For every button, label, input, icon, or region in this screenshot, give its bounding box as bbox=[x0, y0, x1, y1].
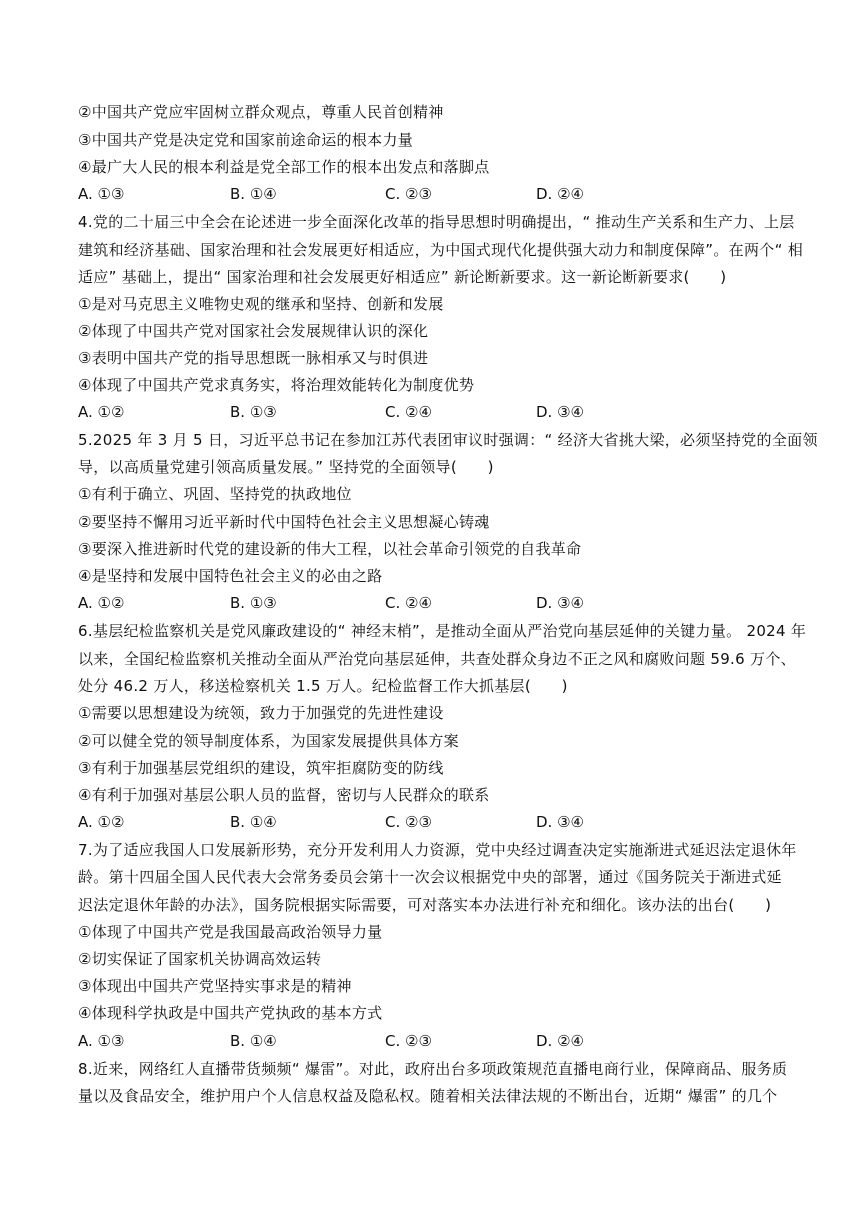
q6-options bbox=[78, 812, 798, 832]
q5-option-d: D. ③④ bbox=[536, 594, 584, 612]
q7-stem-line-3: 迟法定退休年龄的办法》，国务院根据实际需要，可对落实本办法进行补充和细化。该办法的出台( ) bbox=[78, 896, 772, 914]
q3-options bbox=[78, 184, 798, 204]
q4-option-c: C. ②④ bbox=[385, 403, 432, 421]
q7-item-3: ③体现出中国共产党坚持实事求是的精神 bbox=[78, 977, 352, 995]
q4-options bbox=[78, 402, 798, 422]
q7-options bbox=[78, 1031, 798, 1051]
q4-option-b: B. ①③ bbox=[230, 403, 277, 421]
q7-item-4: ④体现科学执政是中国共产党执政的基本方式 bbox=[78, 1004, 383, 1022]
q6-stem-line-1: 6.基层纪检监察机关是党风廉政建设的“ 神经末梢”，是推动全面从严治党向基层延伸的关键力量。 2024 年 bbox=[78, 622, 807, 640]
q3-option-c: C. ②③ bbox=[385, 185, 432, 203]
q8-stem-line-1: 8.近来，网络红人直播带货频频“ 爆雷”。对此，政府出台多项政策规范直播电商行业，保障商品、服务质 bbox=[78, 1060, 788, 1078]
q6-option-d: D. ③④ bbox=[536, 813, 584, 831]
q5-options bbox=[78, 593, 798, 613]
q5-stem-line-1: 5.2025 年 3 月 5 日，习近平总书记在参加江苏代表团审议时强调：“ 经济大省挑大梁，必须坚持党的全面领 bbox=[78, 431, 818, 449]
q4-item-1: ①是对马克思主义唯物史观的继承和坚持、创新和发展 bbox=[78, 295, 444, 313]
q6-stem-line-2: 以来，全国纪检监察机关推动全面从严治党向基层延伸，共查处群众身边不正之风和腐败问题 59.6 万个、 bbox=[78, 650, 796, 668]
q6-option-a: A. ①② bbox=[78, 813, 125, 831]
q7-stem-line-2: 龄。第十四届全国人民代表大会常务委员会第十一次会议根据党中央的部署，通过《国务院关于渐进式延 bbox=[78, 868, 782, 886]
q5-stem-line-2: 导，以高质量党建引领高质量发展。” 坚持党的全面领导( ) bbox=[78, 458, 494, 476]
q7-item-2: ②切实保证了国家机关协调高效运转 bbox=[78, 950, 322, 968]
q5-option-a: A. ①② bbox=[78, 594, 125, 612]
q5-item-4: ④是坚持和发展中国特色社会主义的必由之路 bbox=[78, 567, 383, 585]
q4-item-3: ③表明中国共产党的指导思想既一脉相承又与时俱进 bbox=[78, 349, 429, 367]
q3-option-b: B. ①④ bbox=[230, 185, 277, 203]
q5-option-b: B. ①③ bbox=[230, 594, 277, 612]
q7-item-1: ①体现了中国共产党是我国最高政治领导力量 bbox=[78, 923, 383, 941]
q4-stem-line-3: 适应” 基础上，提出“ 国家治理和社会发展更好相适应” 新论断新要求。这一新论断新要求( ) bbox=[78, 268, 727, 286]
q4-option-d: D. ③④ bbox=[536, 403, 584, 421]
q3-item-3: ③中国共产党是决定党和国家前途命运的根本力量 bbox=[78, 131, 414, 149]
q7-option-a: A. ①③ bbox=[78, 1032, 125, 1050]
q5-option-c: C. ②④ bbox=[385, 594, 432, 612]
q6-item-2: ②可以健全党的领导制度体系，为国家发展提供具体方案 bbox=[78, 732, 459, 750]
q6-stem-line-3: 处分 46.2 万人，移送检察机关 1.5 万人。纪检监督工作大抓基层( ) bbox=[78, 677, 568, 695]
q8-stem-line-2: 量以及食品安全，维护用户个人信息权益及隐私权。随着相关法律法规的不断出台，近期“ 爆雷” 的几个 bbox=[78, 1087, 778, 1105]
q7-option-b: B. ①④ bbox=[230, 1032, 277, 1050]
q5-item-3: ③要深入推进新时代党的建设新的伟大工程，以社会革命引领党的自我革命 bbox=[78, 540, 582, 558]
q4-item-4: ④体现了中国共产党求真务实，将治理效能转化为制度优势 bbox=[78, 376, 475, 394]
q5-item-2: ②要坚持不懈用习近平新时代中国特色社会主义思想凝心铸魂 bbox=[78, 513, 490, 531]
q4-stem-line-2: 建筑和经济基础、国家治理和社会发展更好相适应，为中国式现代化提供强大动力和制度保障”。在两个“ 相 bbox=[78, 241, 804, 259]
q4-option-a: A. ①② bbox=[78, 403, 125, 421]
q4-item-2: ②体现了中国共产党对国家社会发展规律认识的深化 bbox=[78, 322, 429, 340]
q3-option-d: D. ②④ bbox=[536, 185, 584, 203]
q7-option-d: D. ②④ bbox=[536, 1032, 584, 1050]
q7-stem-line-1: 7.为了适应我国人口发展新形势，充分开发利用人力资源，党中央经过调查决定实施渐进式延迟法定退休年 bbox=[78, 841, 797, 859]
q5-item-1: ①有利于确立、巩固、坚持党的执政地位 bbox=[78, 485, 352, 503]
q6-option-b: B. ①④ bbox=[230, 813, 277, 831]
q4-stem-line-1: 4.党的二十届三中全会在论述进一步全面深化改革的指导思想时明确提出，“ 推动生产关系和生产力、上层 bbox=[78, 213, 795, 231]
q6-item-4: ④有利于加强对基层公职人员的监督，密切与人民群众的联系 bbox=[78, 786, 490, 804]
q3-option-a: A. ①③ bbox=[78, 185, 125, 203]
q7-option-c: C. ②③ bbox=[385, 1032, 432, 1050]
q3-item-2: ②中国共产党应牢固树立群众观点，尊重人民首创精神 bbox=[78, 103, 444, 121]
q3-item-4: ④最广大人民的根本利益是党全部工作的根本出发点和落脚点 bbox=[78, 158, 490, 176]
q6-option-c: C. ②③ bbox=[385, 813, 432, 831]
q6-item-3: ③有利于加强基层党组织的建设，筑牢拒腐防变的防线 bbox=[78, 759, 444, 777]
q6-item-1: ①需要以思想建设为统领，致力于加强党的先进性建设 bbox=[78, 704, 444, 722]
